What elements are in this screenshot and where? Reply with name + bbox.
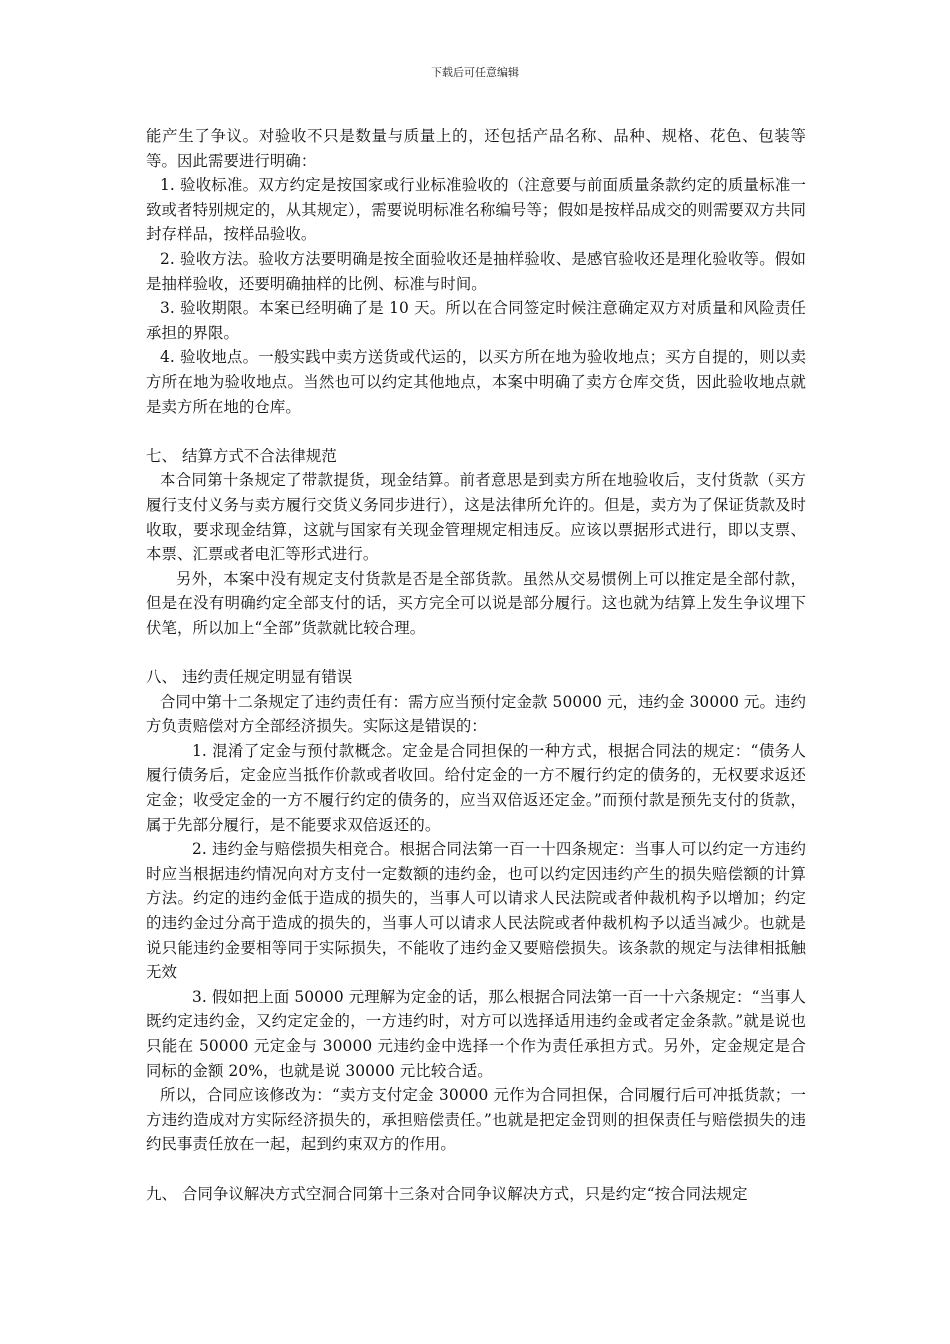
body-paragraph: 3. 假如把上面 50000 元理解为定金的话，那么根据合同法第一百一十六条规定：“当事人既约定违约金，又约定定金的，一方违约时，对方可以选择适用违约金或者定金条款。”就是说也只能在 50000 元定金与 30000 元违约金中选择一个作为责任承担方式。另外，定金规定是合同标的金额 20%，也就是说 30000 元比较合适。 (146, 987, 806, 1080)
body-paragraph: 2. 违约金与赔偿损失相竞合。根据合同法第一百一十四条规定：当事人可以约定一方违约时应当根据违约情况向对方支付一定数额的违约金，也可以约定因违约产生的损失赔偿额的计算方法。约定的违约金低于造成的损失的，当事人可以请求人民法院或者仲裁机构予以增加；约定的违约金过分高于造成的损失的，当事人可以请求人民法院或者仲裁机构予以适当减少。也就是说只能违约金要相等同于实际损失，不能收了违约金又要赔偿损失。该条款的规定与法律相抵触无效 (146, 840, 806, 982)
paragraph-spacer (146, 419, 806, 444)
section-heading: 八、 违约责任规定明显有错误 (146, 668, 353, 687)
body-paragraph: 另外，本案中没有规定支付货款是否是全部货款。虽然从交易惯例上可以推定是全部付款，但是在没有明确约定全部支付的话，买方完全可以说是部分履行。这也就为结算上发生争议埋下伏笔，所以加上“全部”货款就比较合理。 (146, 569, 806, 637)
paragraph-spacer (146, 640, 806, 665)
document-body (146, 124, 806, 1206)
paragraph-spacer (146, 1157, 806, 1182)
body-paragraph: 本合同第十条规定了带款提货，现金结算。前者意思是到卖方所在地验收后，支付货款（买方履行支付义务与卖方履行交货义务同步进行），这是法律所允许的。但是，卖方为了保证货款及时收取，要求现金结算，这就与国家有关现金管理规定相违反。应该以票据形式进行，即以支票、本票、汇票或者电汇等形式进行。 (146, 471, 806, 564)
body-paragraph: 合同中第十二条规定了违约责任有：需方应当预付定金款 50000 元，违约金 30000 元。违约方负责赔偿对方全部经济损失。实际这是错误的： (146, 692, 806, 736)
body-paragraph: 3. 验收期限。本案已经明确了是 10 天。所以在合同签定时候注意确定双方对质量和风险责任承担的界限。 (146, 299, 806, 342)
section-heading: 七、 结算方式不合法律规范 (146, 446, 337, 465)
body-paragraph: 1. 验收标准。双方约定是按国家或行业标准验收的（注意要与前面质量条款约定的质量标准一致或者特别规定的，从其规定），需要说明标准名称编号等；假如是按样品成交的则需要双方共同封存样品，按样品验收。 (146, 176, 806, 244)
page-header: 下载后可任意编辑 (431, 66, 519, 79)
body-paragraph: 能产生了争议。对验收不只是数量与质量上的，还包括产品名称、品种、规格、花色、包装等等。因此需要进行明确： (146, 127, 806, 170)
body-paragraph: 4. 验收地点。一般实践中卖方送货或代运的，以买方所在地为验收地点；买方自提的，则以卖方所在地为验收地点。当然也可以约定其他地点，本案中明确了卖方仓库交货，因此验收地点就是卖方所在地的仓库。 (146, 348, 806, 416)
body-paragraph: 1. 混淆了定金与预付款概念。定金是合同担保的一种方式，根据合同法的规定：“债务人履行债务后，定金应当抵作价款或者收回。给付定金的一方不履行约定的债务的，无权要求返还定金；收受定金的一方不履行约定的债务的，应当双倍返还定金。”而预付款是预先支付的货款，属于先部分履行，是不能要求双倍返还的。 (146, 741, 806, 834)
section-heading: 九、 合同争议解决方式空洞合同第十三条对合同争议解决方式，只是约定“按合同法规定 (146, 1184, 748, 1203)
body-paragraph: 所以，合同应该修改为：“卖方支付定金 30000 元作为合同担保，合同履行后可冲抵货款；一方违约造成对方实际经济损失的，承担赔偿责任。”也就是把定金罚则的担保责任与赔偿损失的违约民事责任放在一起，起到约束双方的作用。 (146, 1086, 806, 1154)
body-paragraph: 2. 验收方法。验收方法要明确是按全面验收还是抽样验收、是感官验收还是理化验收等。假如是抽样验收，还要明确抽样的比例、标准与时间。 (146, 249, 806, 293)
